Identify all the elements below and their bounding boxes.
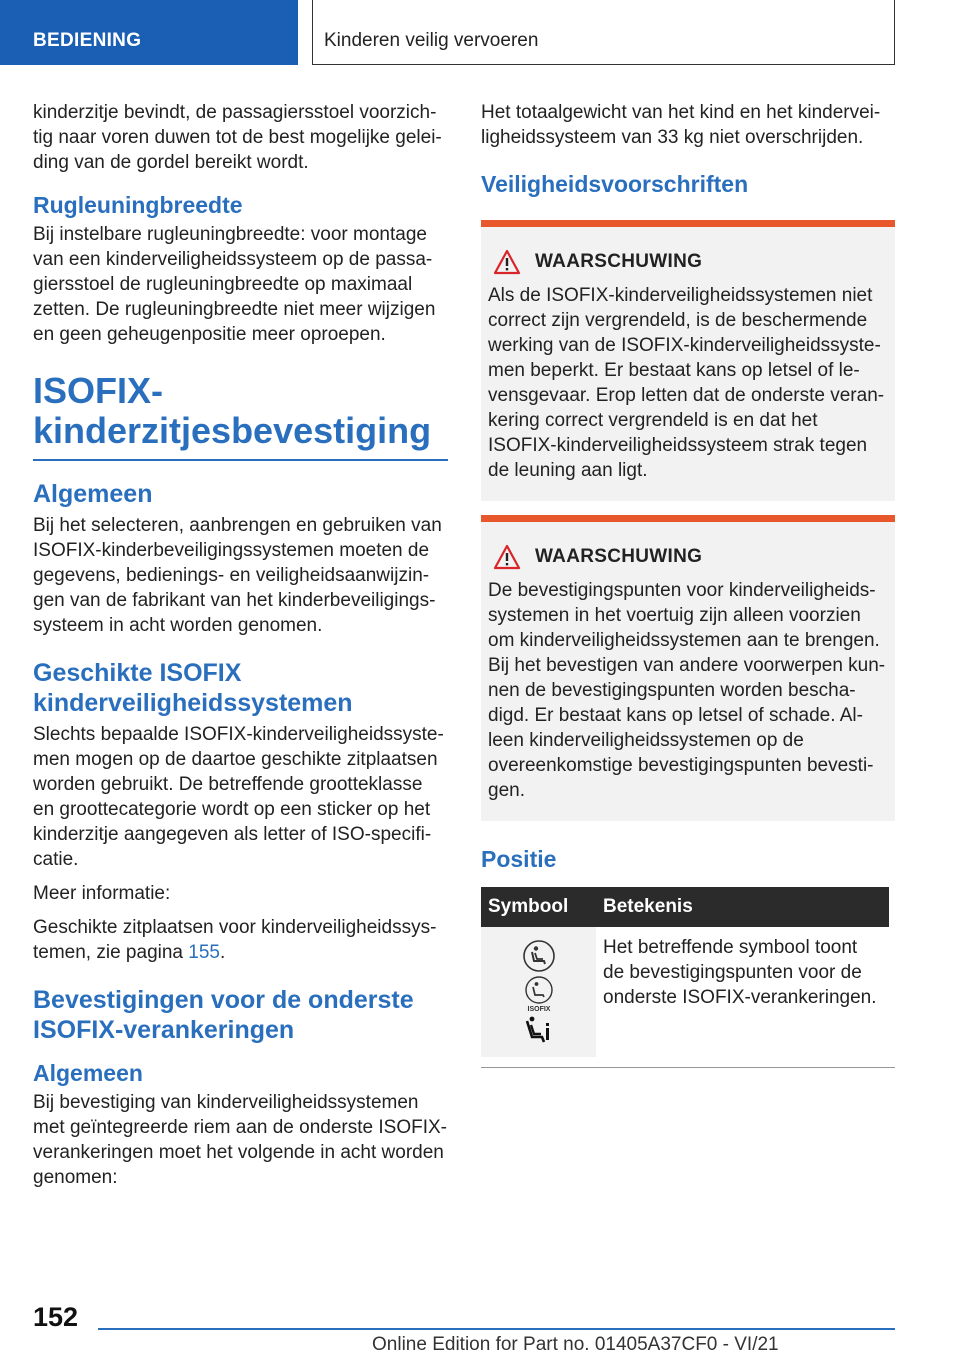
symbol-cell [481,927,596,1057]
warning-text-1: Als de ISOFIX-kinderveiligheidssystemen niet correct zijn vergrendeld, is de beschermende werking van de ISOFIX-kinderveiligheidssyste-men beperkt. Er bestaat kans op letsel of le-vensgevaar. Erop letten dat de onderste veran-kering correct vergrendeld is en dat het ISOFIX-kinderveiligheidssysteem strak tegen de leuning aan ligt. [488,285,885,481]
right-column [481,100,895,1068]
child-seat-info-icon [524,1015,554,1045]
zie-pagina-end: . [219,942,226,963]
table-bottom-rule [481,1067,895,1068]
warning-header-2 [493,544,887,570]
geschikte-paragraph: Slechts bepaalde ISOFIX-kinderveiligheidssyste-men mogen op de daartoe geschikte zitplaatsen worden gebruikt. De betreffende grootteklasse en groottecategorie wordt op een sticker op het kinderzitje aangegeven als letter of ISO-specifi-catie. [33,724,444,870]
page-number: 152 [33,1302,79,1332]
algemeen-paragraph: Bij het selecteren, aanbrengen en gebruiken van ISOFIX-kinderbeveiligingssystemen moeten de gegevens, bedienings- en veiligheidsaanwijzin-gen van de fabrikant van het kinderbeveiligings-systeem in acht worden genomen. [33,515,442,636]
header-chapter-title: Kinderen veilig vervoeren [324,30,539,51]
left-column [33,100,448,1190]
heading-algemeen: Algemeen [33,480,153,508]
child-seat-icon [522,939,556,973]
warning-title-2: WAARSCHUWING [535,546,703,567]
intro-paragraph: kinderzitje bevindt, de passagiersstoel voorzich-tig naar voren duwen tot de best mogelijke gelei-ding van de gordel bereikt wordt. [33,102,442,173]
col-symbool: Symbool [481,887,596,927]
warning-title-1: WAARSCHUWING [535,251,703,272]
warning-header-1 [493,249,887,275]
gewicht-paragraph: Het totaalgewicht van het kind en het kindervei-ligheidssysteem van 33 kg niet overschrijden. [481,102,881,148]
warning-triangle-icon [493,544,521,570]
heading-rugleuningbreedte: Rugleuningbreedte [33,192,243,218]
footer-edition: Online Edition for Part no. 01405A37CF0 - VI/21 [372,1334,779,1355]
page-link-155[interactable]: 155 [188,942,220,963]
heading-geschikte: Geschikte ISOFIX kinderveiligheidssystemen [33,659,353,717]
warning-triangle-icon [493,249,521,275]
heading-isofix: ISOFIX-kinderzitjesbevestiging [33,371,448,461]
isofix-label: ISOFIX [527,1006,550,1013]
rugleuning-paragraph: Bij instelbare rugleuningbreedte: voor montage van een kinderveiligheidssysteem op de passa-giersstoel de rugleuningbreedte op maximaal zetten. De rugleuningbreedte niet meer wijzigen en geen geheugenpositie meer oproepen. [33,224,436,345]
header-section-title: BEDIENING [33,30,142,51]
heading-veiligheidsvoorschriften: Veiligheidsvoorschriften [481,171,749,197]
col-betekenis: Betekenis [596,887,889,927]
meaning-cell: Het betreffende symbool toont de bevestigingspunten voor de onderste ISOFIX-verankeringen. [603,937,877,1008]
warning-box-1 [481,220,895,501]
symbol-table [481,887,889,1057]
symbol-table-header [481,887,889,927]
heading-algemeen-2: Algemeen [33,1060,143,1086]
isofix-seat-icon [522,975,556,1013]
footer-rule [98,1328,895,1330]
warning-box-2 [481,515,895,821]
heading-positie: Positie [481,846,557,872]
algemeen2-paragraph: Bij bevestiging van kinderveiligheidssystemen met geïntegreerde riem aan de onderste ISOFIX-verankeringen moet het volgende in acht worden genomen: [33,1092,447,1188]
meer-informatie: Meer informatie: [33,883,171,904]
heading-bevestigingen: Bevestigingen voor de onderste ISOFIX-verankeringen [33,986,414,1044]
warning-text-2: De bevestigingspunten voor kinderveiligheids-systemen in het voertuig zijn alleen voorzien om kinderveiligheidssystemen aan te brengen. Bij het bevestigen van andere voorwerpen kun-nen de bevestigingspunten worden bescha-digd. Er bestaat kans op letsel of schade. Al-leen kinderveiligheidssystemen op de overeenkomstige bevestigingspunten bevesti-gen. [488,580,886,801]
zie-pagina-paragraph [33,915,448,965]
table-row [481,927,889,1057]
zie-pagina-text: Geschikte zitplaatsen voor kinderveiligheidssys-temen, zie pagina [33,917,437,963]
